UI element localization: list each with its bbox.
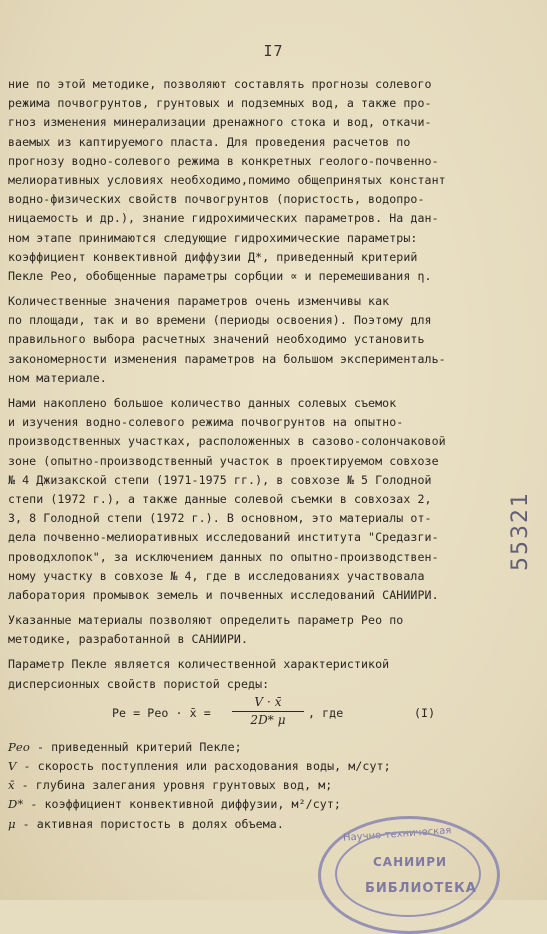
text-line: проводхлопок", за исключением данных по опытно-производствен- — [8, 549, 439, 564]
margin-number-text: 55321 — [508, 491, 533, 571]
text-line: гноз изменения минерализации дренажного стока и вод, откачи- — [8, 115, 432, 130]
text-line: ние по этой методике, позволяют составлять прогнозы солевого — [8, 77, 432, 91]
text-line: дисперсионных свойств пористой среды: — [8, 676, 270, 691]
page-number: I7 — [263, 42, 284, 60]
text-line: зоне (опытно-производственный участок в проектируемом совхозе — [8, 453, 439, 468]
paragraph-1 — [8, 75, 468, 286]
text-line: Нами накоплено большое количество данных солевых съемок — [8, 396, 397, 410]
text-line: ном этапе принимаются следующие гидрохимические параметры: — [8, 230, 418, 245]
stamp-bottom-text: БИБЛИОТЕКА — [365, 881, 477, 896]
text-line: ницаемость и др.), знание гидрохимических параметров. На дан- — [8, 211, 439, 226]
paragraph-2 — [8, 292, 468, 388]
stamp-top-text: Научно-техническая — [342, 825, 452, 844]
definition-row — [8, 757, 468, 776]
text-line: производственных участках, расположенных в сазово-солончаковой — [8, 434, 446, 449]
stamp-inner-ring — [335, 831, 481, 917]
definition-symbol: x̄ — [8, 778, 15, 793]
text-line: закономерности изменения параметров на большом эксперименталь- — [8, 351, 446, 366]
text-line: лаборатория промывок земель и почвенных исследований САНИИРИ. — [8, 587, 439, 602]
text-line: ваемых из каптируемого пласта. Для проведения расчетов по — [8, 134, 411, 149]
text-line: № 4 Джизакской степи (1971-1975 гг.), в совхозе № 5 Голодной — [8, 472, 432, 487]
paragraph-5 — [8, 655, 468, 693]
text-line: дела почвенно-мелиоративных исследований института "Средазги- — [8, 530, 439, 545]
definition-symbol: D* — [8, 797, 24, 812]
formula-fraction — [232, 694, 304, 729]
text-line: 3, 8 Голодной степи (1972 г.). В основном, это материалы от- — [8, 511, 432, 526]
text-line: Количественные значения параметров очень изменчивы как — [8, 294, 390, 309]
definition-text: - скорость поступления или расходования воды, м/сут; — [16, 759, 391, 773]
body-text — [8, 75, 468, 834]
text-line: прогнозу водно-солевого режима в конкретных геолого-почвенно- — [8, 153, 439, 168]
stamp-middle-text: САНИИРИ — [373, 855, 448, 869]
formula-denominator: 2D* μ — [250, 712, 286, 727]
text-line: по площади, так и во времени (периоды освоения). Поэтому для — [8, 313, 432, 328]
library-stamp — [318, 816, 500, 934]
text-line: степи (1972 г.), а также данные солевой съемки в совхозах 2, — [8, 491, 432, 506]
definition-text: - глубина залегания уровня грунтовых вод, м; — [14, 778, 333, 793]
definition-symbol: V — [8, 759, 17, 773]
definition-symbol: μ — [8, 816, 16, 831]
text-line: ному участку в совхозе № 4, где в исследованиях участвовала — [8, 568, 425, 583]
text-line: ном материале. — [8, 370, 107, 385]
text-line: правильного выбора расчетных значений необходимо установить — [8, 332, 425, 347]
text-line: Указанные материалы позволяют определить параметр Рео по — [8, 613, 404, 628]
text-line: и изучения водно-солевого режима почвогрунтов на опытно- — [8, 415, 404, 430]
formula-where: , где — [308, 705, 344, 720]
definition-text: - приведенный критерий Пекле; — [29, 739, 242, 754]
formula-lhs: Pe = Peo · x̄ = — [112, 705, 211, 720]
peclet-formula — [8, 694, 468, 738]
text-line: коэффициент конвективной диффузии Д*, приведенный критерий — [8, 249, 418, 264]
definition-text: - коэффициент конвективной диффузии, м²/сут; — [23, 797, 341, 812]
definition-row — [8, 738, 468, 757]
text-line: водно-физических свойств почвогрунтов (пористость, водопро- — [8, 192, 425, 207]
equation-number: (I) — [414, 705, 436, 720]
text-line: Параметр Пекле является количественной характеристикой — [8, 657, 390, 672]
text-line: Пекле Рео, обобщенные параметры сорбции ∝ и перемешивания η. — [8, 268, 432, 283]
text-line: режима почвогрунтов, грунтовых и подземных вод, а также про- — [8, 96, 432, 111]
paragraph-3 — [8, 394, 468, 605]
definition-row — [8, 795, 468, 814]
formula-numerator: V · x̄ — [232, 694, 304, 712]
margin-inventory-number — [473, 491, 547, 571]
definition-row — [8, 776, 468, 795]
text-line: мелиоративных условиях необходимо,помимо общепринятых констант — [8, 172, 446, 187]
definition-symbol: Рео — [8, 739, 30, 754]
text-line: методике, разработанной в САНИИРИ. — [8, 632, 249, 647]
definition-text: - активная пористость в долях объема. — [15, 816, 284, 831]
paragraph-4 — [8, 611, 468, 649]
